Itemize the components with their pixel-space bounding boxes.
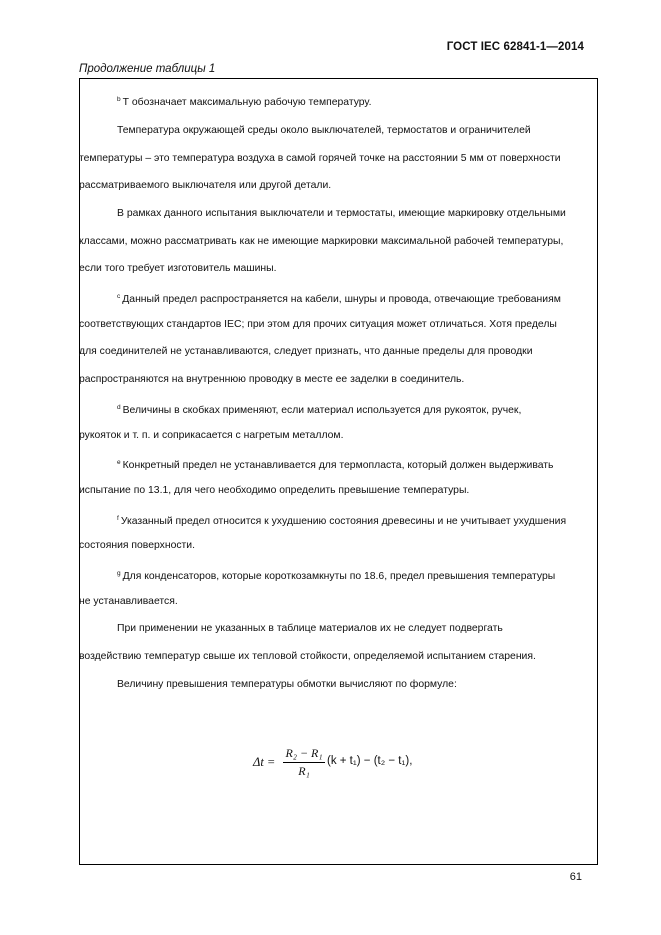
note-line: Данный предел распространяется на кабели, шнуры и провода, отвечающие требованиям: [122, 294, 561, 305]
paragraph-line: распространяются на внутреннюю проводку в месте ее заделки в соединитель.: [79, 374, 465, 385]
footnote-marker: d: [117, 404, 121, 411]
temperature-rise-formula: [253, 742, 493, 782]
footnote-marker: c: [117, 293, 121, 300]
paragraph-line: не устанавливается.: [79, 596, 178, 607]
paragraph-line: испытание по 13.1, для чего необходимо определить превышение температуры.: [79, 485, 470, 496]
paragraph-line: температуры – это температура воздуха в самой горячей точке на расстоянии 5 мм от поверхности: [79, 153, 561, 164]
paragraph-line: если того требует изготовитель машины.: [79, 263, 277, 274]
paragraph-line: состояния поверхности.: [79, 540, 195, 551]
footnote-marker: f: [117, 515, 119, 522]
footnote-d: [79, 401, 601, 417]
note-line: Конкретный предел не устанавливается для термопласта, который должен выдерживать: [122, 460, 554, 471]
footnote-b: [79, 93, 601, 109]
footnote-e: [79, 456, 601, 472]
footnote-g: [79, 567, 601, 583]
note-line: Т обозначает максимальную рабочую температуру.: [122, 97, 372, 108]
paragraph-line: для соединителей не устанавливаются, следует признать, что данные пределы для проводки: [79, 346, 533, 357]
footnote-f: [79, 512, 601, 528]
note-line: Величины в скобках применяют, если материал используется для рукояток, ручек,: [122, 405, 522, 416]
footnote-c: [79, 290, 601, 306]
paragraph-line: При применении не указанных в таблице материалов их не следует подвергать: [117, 623, 503, 634]
page-number: 61: [569, 871, 582, 883]
table-caption: Продолжение таблицы 1: [79, 63, 216, 75]
formula-rhs: (k + t₁) − (t₂ − t₁),: [327, 755, 413, 767]
note-line: Для конденсаторов, которые короткозамкнуты по 18.6, предел превышения температуры: [122, 571, 556, 582]
formula-lhs: Δt =: [253, 755, 276, 769]
paragraph-line: рукояток и т. п. и соприкасается с нагретым металлом.: [79, 430, 344, 441]
footnote-marker: e: [117, 459, 121, 466]
formula-denominator: R₁: [298, 764, 310, 778]
paragraph-line: классами, можно рассматривать как не имеющие маркировки максимальной рабочей температуры,: [79, 236, 564, 247]
paragraph-line: Величину превышения температуры обмотки вычисляют по формуле:: [117, 679, 457, 690]
paragraph-line: рассматриваемого выключателя или другой детали.: [79, 180, 332, 191]
paragraph-line: В рамках данного испытания выключатели и термостаты, имеющие маркировку отдельными: [117, 208, 566, 219]
document-id: ГОСТ IEC 62841-1—2014: [446, 41, 584, 53]
paragraph-line: Температура окружающей среды около выключателей, термостатов и ограничителей: [117, 125, 531, 136]
formula-numerator: R₂ − R₁: [283, 746, 325, 763]
footnote-marker: b: [117, 96, 121, 103]
formula-fraction: [283, 746, 325, 779]
note-line: Указанный предел относится к ухудшению состояния древесины и не учитывает ухудшения: [120, 516, 567, 527]
paragraph-line: воздействию температур свыше их тепловой стойкости, определяемой испытанием старения.: [79, 651, 536, 662]
footnote-marker: g: [117, 570, 121, 577]
paragraph-line: соответствующих стандартов IEC; при этом для прочих ситуация может отличаться. Хотя пределы: [79, 319, 557, 330]
